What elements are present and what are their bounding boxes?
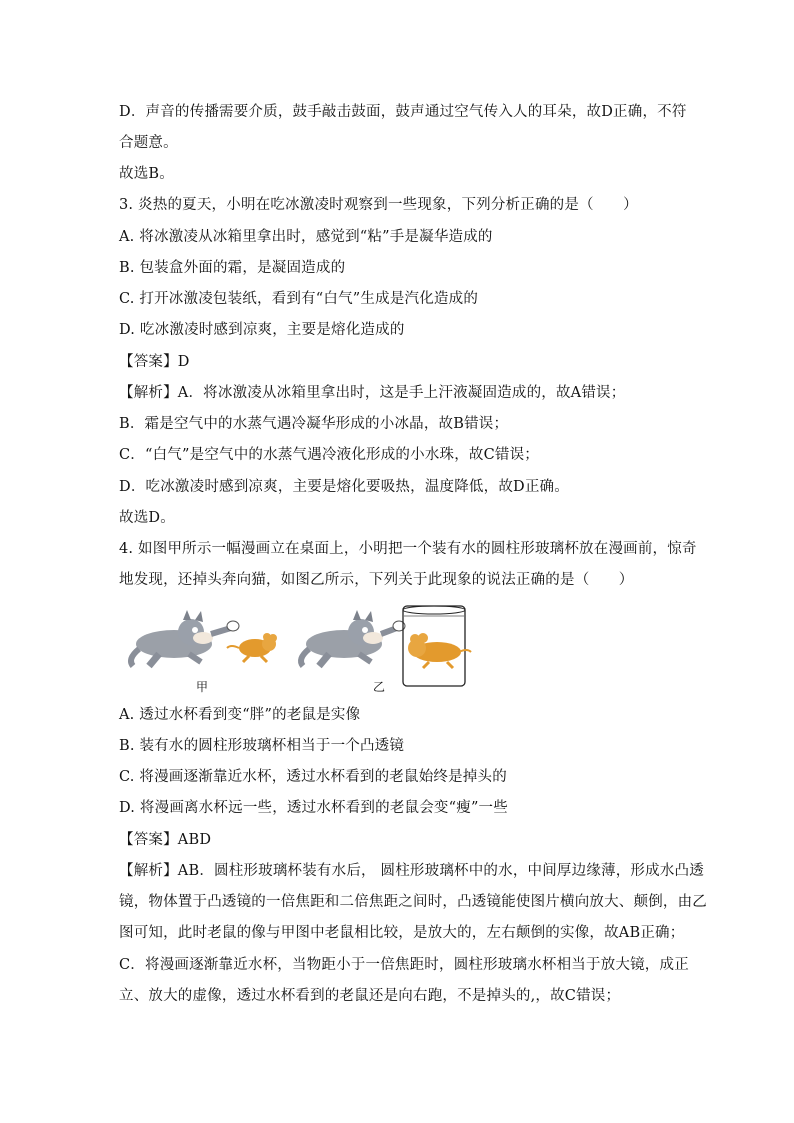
analysis-line: 图可知，此时老鼠的像与甲图中老鼠相比较，是放大的，左右颠倒的实像，故AB正确；: [119, 925, 685, 941]
option-d: D. 吃冰激凌时感到凉爽，主要是熔化造成的: [119, 322, 405, 338]
analysis-line: C．将漫画逐渐靠近水杯，当物距小于一倍焦距时，圆柱形玻璃水杯相当于放大镜，成正: [119, 957, 689, 973]
analysis-line: B．霜是空气中的水蒸气遇冷凝华形成的小冰晶，故B错误；: [119, 416, 509, 432]
option-b: B. 装有水的圆柱形玻璃杯相当于一个凸透镜: [119, 738, 405, 754]
option-b: B. 包装盒外面的霜，是凝固造成的: [119, 260, 346, 276]
analysis-line: 【解析】AB．圆柱形玻璃杯装有水后， 圆柱形玻璃杯中的水，中间厚边缘薄，形成水凸透: [119, 863, 704, 879]
analysis-line: 【解析】A．将冰激凌从冰箱里拿出时，这是手上汗液凝固造成的，故A错误；: [119, 385, 626, 401]
option-a: A. 透过水杯看到变“胖”的老鼠是实像: [119, 707, 361, 723]
analysis-line: C．“白气”是空气中的水蒸气遇冷液化形成的小水珠，故C错误；: [119, 447, 540, 463]
answer-line: 【答案】D: [119, 354, 190, 370]
text-line: 合题意。: [119, 135, 178, 151]
option-c: C. 将漫画逐渐靠近水杯，透过水杯看到的老鼠始终是掉头的: [119, 769, 507, 785]
answer-line: 【答案】ABD: [119, 832, 212, 848]
cartoon-figure: [119, 604, 499, 694]
analysis-line: D．吃冰激凌时感到凉爽，主要是熔化要吸热，温度降低，故D正确。: [119, 479, 569, 495]
mouse-image-magnified: [408, 633, 471, 668]
text-line: D．声音的传播需要介质，鼓手敲击鼓面，鼓声通过空气传入人的耳朵，故D正确，不符: [119, 104, 687, 120]
question-4-stem: 4. 如图甲所示一幅漫画立在桌面上，小明把一个装有水的圆柱形玻璃杯放在漫画前，惊奇: [119, 541, 697, 557]
option-a: A. 将冰激凌从冰箱里拿出时，感觉到“粘”手是凝华造成的: [119, 229, 493, 245]
question-3-stem: 3. 炎热的夏天，小明在吃冰激凌时观察到一些现象，下列分析正确的是（ ）: [119, 197, 638, 213]
option-d: D. 将漫画离水杯远一些，透过水杯看到的老鼠会变“瘦”一些: [119, 800, 508, 816]
question-4-stem: 地发现，还掉头奔向猫，如图乙所示，下列关于此现象的说法正确的是（ ）: [119, 572, 634, 588]
figure-caption-yi: 乙: [373, 680, 386, 694]
analysis-line: 镜，物体置于凸透镜的一倍焦距和二倍焦距之间时，凸透镜能使图片横向放大、颠倒，由乙: [119, 894, 707, 910]
cat-image-right: [301, 610, 405, 666]
analysis-line: 立、放大的虚像，透过水杯看到的老鼠还是向右跑，不是掉头的,，故C错误；: [119, 988, 621, 1004]
text-line: 故选B。: [119, 166, 174, 182]
text-line: 故选D。: [119, 510, 175, 526]
cartoon-illustration: [119, 604, 499, 694]
mouse-image-left: [227, 633, 277, 662]
figure-caption-jia: 甲: [196, 680, 209, 694]
option-c: C. 打开冰激凌包装纸，看到有“白气”生成是汽化造成的: [119, 291, 479, 307]
cat-image-left: [131, 610, 239, 666]
